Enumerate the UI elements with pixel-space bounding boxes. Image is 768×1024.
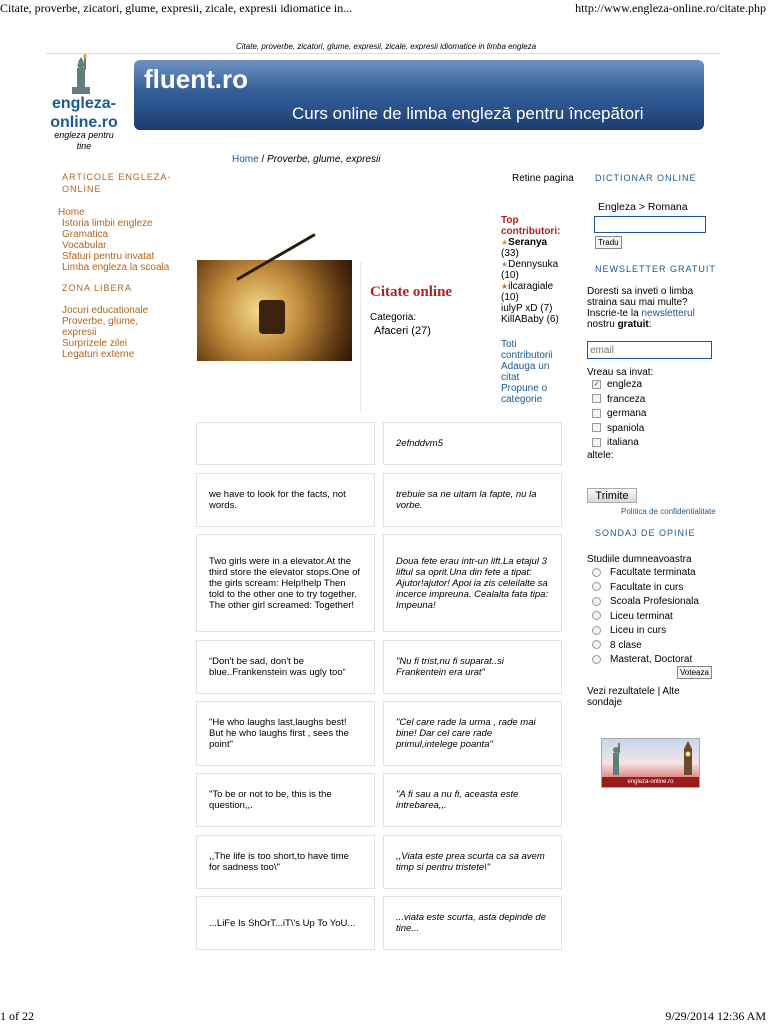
logo-subtitle: engleza pentru tine [54,130,114,151]
poll-options [592,566,699,668]
lang-option-franceza[interactable] [592,393,646,408]
poll-option-label: 8 clase [610,639,642,651]
quote-ro-card [383,640,562,694]
lang-option-engleza[interactable] [592,378,646,393]
nav-item-istoria[interactable]: Istoria limbii engleze [62,218,153,229]
nav-item-surprizele[interactable]: Surprizele zilei [62,338,128,349]
breadcrumb-current: Proverbe, glume, expresii [267,154,381,165]
page-title: Citate online [370,284,453,300]
propune-categorie-link-2[interactable]: categorie [501,394,543,405]
quote-en-card [196,701,375,766]
contributor-seranya[interactable] [501,237,571,248]
poll-option-label: Masterat, Doctorat [610,654,693,665]
categoria-label: Categoria: [370,312,417,323]
quote-ro-text: "A fi sau a nu fi, aceasta este intrebarea,,. [396,789,519,811]
quote-en-text: ...LiFe Is ShOrT...iT\'s Up To YoU... [209,917,356,929]
nav-item-gramatica[interactable]: Gramatica [62,229,109,240]
newsletter-colon: : [648,319,652,330]
quote-ro-card [383,473,562,527]
privacy-policy-link[interactable]: Politica de confidentialitate [621,507,716,516]
big-ben-icon [680,741,696,775]
site-logo[interactable] [46,94,122,132]
contributor-count: (33) [501,248,519,259]
quote-ro-text: Doua fete erau intr-un lift.La etajul 3 liftul sa oprit.Una din fete a tipat: Ajutor!ajutor! Apoi ia zis celeilalte sa incerce impreuna. Cealalta fata tipa: Impeuna! [396,555,549,611]
articles-heading-line-1: ARTICOLE ENGLEZA- [62,172,172,182]
quote-en-text: “Don't be sad, don't be blue..Frankenstein was ugly too“ [209,656,346,678]
lang-label: spaniola [607,422,645,434]
lang-label: italiana [607,437,639,448]
contributor-links [501,339,571,405]
poll-option-label: Liceu in curs [610,625,667,636]
contributor-name: Seranya [508,237,548,248]
breadcrumb-separator: / [258,154,268,165]
contributor-count: (10) [501,270,519,281]
radio-icon[interactable] [592,597,601,606]
articles-heading-line-2: ONLINE [62,184,102,194]
quote-en-card [196,835,375,889]
quote-en-card [196,534,375,632]
site-tagline: Citate, proverbe, zicatori, glume, expresii, zicale, expresii idiomatice in limba engleza [236,42,537,51]
top-contributors-heading-1: Top [501,215,519,226]
toti-contributorii-link-2[interactable]: contributorii [501,350,553,361]
poll-option[interactable] [592,566,699,581]
center-divider [360,262,361,412]
quote-ro-text: trebuie sa ne uitam la fapte, nu la vorbe. [396,489,537,511]
contributor-name: Dennysuka [508,259,559,270]
radio-icon[interactable] [592,611,601,620]
poll-option[interactable] [592,610,699,625]
vreau-label: Vreau sa invat: [587,367,654,378]
fluent-banner[interactable] [134,60,704,130]
checkbox-checked-icon[interactable]: ✓ [593,380,600,388]
checkbox-icon[interactable] [592,423,601,432]
quote-ro-card [383,835,562,889]
newsletter-text [587,286,712,330]
print-page-count: 1 of 22 [0,1009,34,1023]
poll-option[interactable] [592,624,699,639]
lang-option-italiana[interactable] [592,436,646,451]
print-datetime: 9/29/2014 12:36 AM [665,1009,766,1023]
radio-icon[interactable] [592,655,601,664]
contributor-name: ilcaragiale [508,281,554,292]
quote-en-text: we have to look for the facts, not words. [209,489,346,511]
quill-shape [236,233,315,281]
newsletter-link[interactable]: newsletterul [641,308,695,319]
medal-silver-icon: ★ [501,260,509,269]
quote-ro-card [383,773,562,827]
email-input[interactable] [587,341,712,359]
lang-option-germana[interactable] [592,407,646,422]
checkbox-icon[interactable] [592,438,601,447]
inkwell-shape [259,300,285,334]
banner-subtitle: Curs online de limba engleză pentru începători [292,104,644,123]
lang-label: germana [607,408,647,419]
tradu-button[interactable]: Tradu [595,236,622,249]
poll-option[interactable] [592,639,699,654]
nav-item-scoala[interactable]: Limba engleza la scoala [62,262,170,273]
radio-icon[interactable] [592,640,601,649]
newsletter-bold: gratuit [617,319,649,330]
adauga-citat-link-2[interactable]: citat [501,372,520,383]
quote-en-text: "To be or not to be, this is the question,,. [209,789,332,811]
lang-label: franceza [607,393,646,405]
retine-pagina-link[interactable]: Retine pagina [512,173,574,184]
poll-question: Studiile dumneavoastra [587,554,692,565]
quill-ink-photo [197,260,352,361]
quote-ro-card [383,534,562,632]
top-contributors-heading-2: contributori: [501,226,561,237]
top-divider [46,53,720,54]
nav-item-legaturi[interactable]: Legaturi externe [62,349,135,360]
radio-icon[interactable] [592,568,601,577]
lang-option-spaniola[interactable] [592,422,646,437]
contributor-ilcaragiale[interactable] [501,281,571,292]
poll-option-label: Facultate in curs [610,581,684,593]
left-sidebar [58,171,182,360]
poll-option-label: Facultate terminata [610,567,696,578]
dictionar-heading: DICTIONAR ONLINE [595,173,697,183]
altele-label: altele: [587,450,614,461]
poll-results-links[interactable]: Vezi rezultatele | Alte sondaje [587,686,680,708]
newsletter-text-part: nostru [587,319,618,330]
quote-ro-text: 2efnddvm5 [396,438,444,449]
nav-item-proverbe[interactable]: Proverbe, glume, [62,316,139,327]
lang-label: engleza [607,379,643,390]
breadcrumb-home-link[interactable]: Home [232,154,259,165]
poll-option[interactable] [592,595,699,610]
nav-item-sfaturi[interactable]: Sfaturi pentru invatat [62,251,155,262]
quote-en-card [196,473,375,527]
statue-of-liberty-icon[interactable] [66,54,96,94]
medal-bronze-icon: ★ [501,282,509,291]
newsletter-text-part: Doresti sa inveti o limba straina sau mai multe? Inscrie-te la [587,286,694,319]
sondaj-heading: SONDAJ DE OPINIE [595,528,696,538]
logo-line-1: engleza- [51,95,116,112]
nav-item-jocuri[interactable]: Jocuri educationale [62,305,149,316]
banner-title: fluent.ro [144,64,248,94]
quote-en-card [196,773,375,827]
quote-ro-card [383,896,562,950]
nav-item-home[interactable]: Home [58,207,85,218]
quote-ro-card [383,701,562,766]
mini-banner-label: engleza-online.ro [602,777,699,787]
quote-ro-text: ,,Viata este prea scurta ca sa avem timp si pentru tristete\" [396,851,545,873]
contributor-dennysuka[interactable] [501,259,571,270]
quote-ro-card [383,422,562,465]
medal-gold-icon: ★ [501,238,509,247]
breadcrumb [232,154,380,165]
zona-libera-heading: ZONA LIBERA [62,283,133,293]
radio-icon[interactable] [592,582,601,591]
nav-item-expresii[interactable]: expresii [62,327,97,338]
zona-libera-nav [62,305,182,360]
quote-en-card [196,640,375,694]
poll-option[interactable] [592,581,699,596]
dictionary-direction: Engleza > Romana [598,201,688,213]
trimite-button[interactable]: Trimite [587,488,637,503]
print-url: http://www.engleza-online.ro/citate.php [575,1,766,15]
poll-option-label: Liceu terminat [610,610,673,622]
quote-ro-text: ...viata este scurta, asta depinde de tine... [396,912,546,934]
quote-en-card [196,422,375,465]
toti-contributorii-link-1[interactable]: Toti [501,339,517,350]
newsletter-heading: NEWSLETTER GRATUIT [595,264,716,274]
adauga-citat-link-1[interactable]: Adauga un [501,361,550,372]
checkbox-icon[interactable] [592,394,601,403]
articles-nav [58,207,182,273]
propune-categorie-link-1[interactable]: Propune o [501,383,548,394]
quote-ro-text: "Cel care rade la urma , rade mai bine! Dar cel care rade primul,intelege poanta" [396,717,536,750]
quote-en-text: Two girls were in a elevator.At the third store the elevator stops.One of the girls scream: Help!help Then told to the other one to try together. The other girl screamed: Together! [209,555,361,611]
nav-item-vocabular[interactable]: Vocabular [62,240,107,251]
poll-option-label: Scoala Profesionala [610,596,699,607]
dictionary-input[interactable] [594,216,706,233]
logo-line-2: online.ro [50,114,118,131]
quote-ro-text: "Nu fi trist,nu fi suparat..si Frankentein era urat" [396,656,504,678]
language-checkboxes [592,378,646,451]
articles-heading [62,171,182,195]
voteaza-button[interactable]: Voteaza [677,666,712,679]
statue-small-icon [606,743,626,775]
contributor-iulyp[interactable]: iulyP xD (7) [501,303,553,314]
radio-icon[interactable] [592,626,601,635]
top-contributors [501,215,571,325]
quote-en-card [196,896,375,950]
categoria-select[interactable]: Afaceri (27) [374,325,431,337]
engleza-online-mini-banner[interactable] [601,738,700,788]
checkbox-icon[interactable] [592,409,601,418]
contributor-killababy[interactable]: KillABaby (6) [501,314,559,325]
contributor-count: (10) [501,292,519,303]
quote-en-text: ,,The life is too short,to have time for sadness too\" [209,851,349,873]
quote-en-text: "He who laughs last,laughs best! But he who laughs first , sees the point" [209,717,349,750]
print-title: Citate, proverbe, zicatori, glume, expresii, zicale, expresii idiomatice in... [0,1,353,15]
